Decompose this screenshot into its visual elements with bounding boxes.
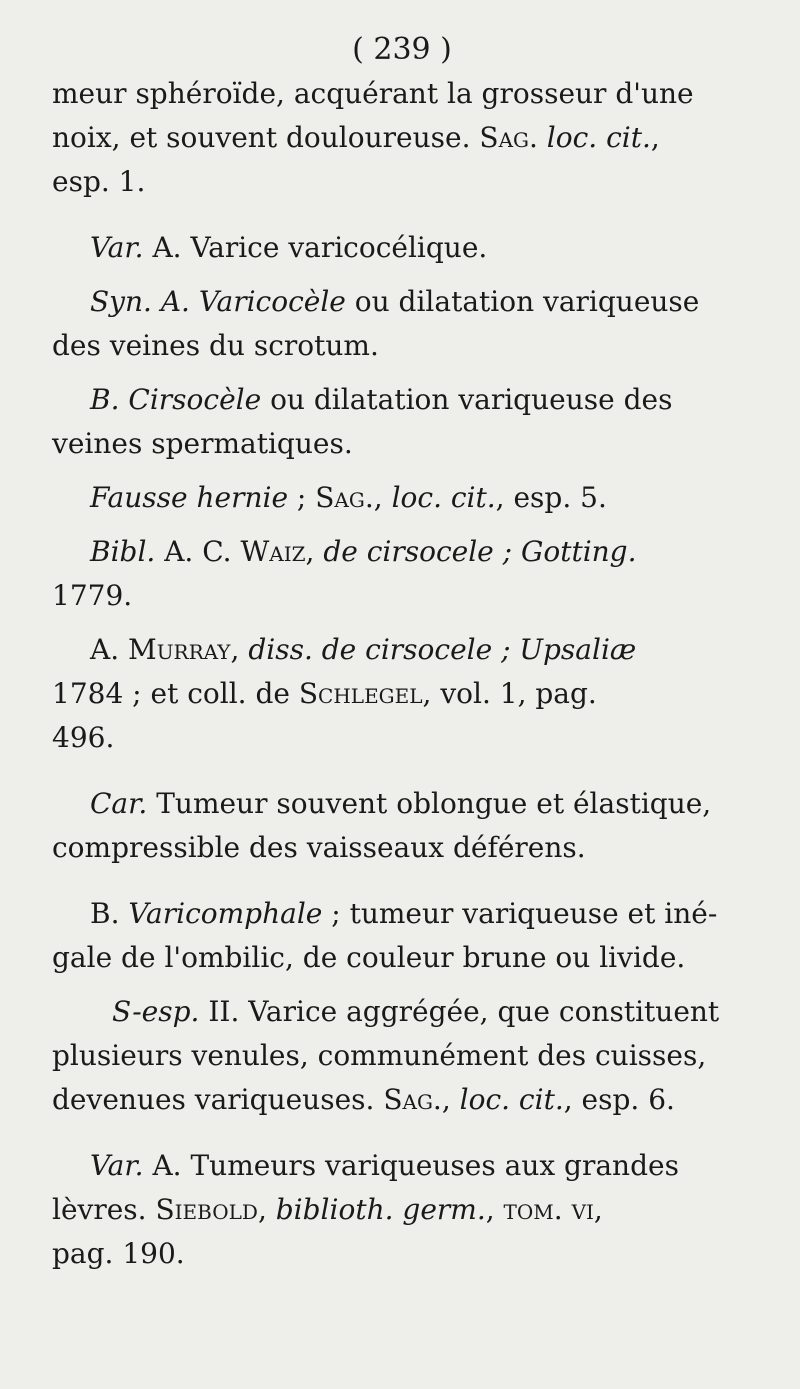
paragraph-b-cont	[52, 422, 752, 466]
text-fragment: ,	[305, 535, 324, 568]
paragraph-b	[52, 378, 752, 422]
text-line: pag. 190.	[52, 1237, 185, 1270]
text-line: meur sphéroïde, acquérant la grosseur d'une	[52, 77, 694, 110]
work-title: biblioth. germ.	[275, 1193, 486, 1226]
author-name: Schlegel	[298, 677, 423, 710]
text-line: esp. 1.	[52, 165, 146, 198]
text-fragment: A. Varice varicocélique.	[143, 231, 488, 264]
section-label: Var.	[90, 231, 144, 264]
page-number: ( 239 )	[352, 32, 452, 67]
section-label: Var.	[90, 1149, 144, 1182]
text-fragment: A. Tumeurs variqueuses aux grandes	[143, 1149, 679, 1182]
paragraph-varicomphale	[52, 892, 752, 936]
author-abbrev: Sag.	[479, 121, 538, 154]
section-label: Car.	[90, 787, 148, 820]
text-line: veines spermatiques.	[52, 427, 353, 460]
paragraph-car-cont	[52, 826, 752, 870]
text-fragment: , vol. 1, pag.	[422, 677, 597, 710]
text-fragment: ou dilatation variqueuse	[345, 285, 700, 318]
section-label: B.	[90, 383, 129, 416]
text-fragment: ,	[373, 481, 392, 514]
text-fragment: ,	[257, 1193, 276, 1226]
text-fragment: ,	[650, 121, 660, 154]
author-abbrev: Sag.	[383, 1083, 442, 1116]
text-fragment: lèvres.	[52, 1193, 156, 1226]
paragraph-var2-cont	[52, 1188, 752, 1276]
text-fragment: , esp. 6.	[563, 1083, 675, 1116]
text-fragment: ou dilatation variqueuse des	[261, 383, 673, 416]
paragraph-bibl	[52, 530, 752, 574]
author-name: Waiz	[240, 535, 306, 568]
text-fragment: Tumeur souvent oblongue et élastique,	[147, 787, 712, 820]
text-fragment: ,	[230, 633, 249, 666]
paragraph-var2	[52, 1144, 752, 1188]
citation-ref: loc. cit.	[537, 121, 651, 154]
author-name: Siebold	[155, 1193, 258, 1226]
paragraph-varicomphale-cont	[52, 936, 752, 980]
section-label: Bibl.	[90, 535, 156, 568]
term: Cirsocèle	[128, 383, 262, 416]
text-fragment: ,	[441, 1083, 460, 1116]
text-fragment: , tom. vi,	[485, 1193, 603, 1226]
text-fragment: A.	[151, 285, 199, 318]
section-label: Syn.	[90, 285, 152, 318]
text-fragment: ; tumeur variqueuse et iné-	[322, 897, 718, 930]
text-line: plusieurs venules, communément des cuisses,	[52, 1039, 707, 1072]
paragraph-intro	[52, 72, 752, 204]
paragraph-car	[52, 782, 752, 826]
text-line: noix, et souvent douloureuse.	[52, 121, 480, 154]
paragraph-syn-cont	[52, 324, 752, 368]
text-line: des veines du scrotum.	[52, 329, 379, 362]
paragraph-sesp	[52, 990, 752, 1034]
paragraph-syn	[52, 280, 752, 324]
text-line: gale de l'ombilic, de couleur brune ou livide.	[52, 941, 686, 974]
text-fragment: 1784 ; et coll. de	[52, 677, 299, 710]
text-line: compressible des vaisseaux déférens.	[52, 831, 586, 864]
text-line: 1779.	[52, 579, 133, 612]
term: Varicocèle	[198, 285, 346, 318]
term: Fausse hernie	[90, 481, 289, 514]
text-fragment: A. C.	[155, 535, 241, 568]
paragraph-var-a	[52, 226, 752, 270]
paragraph-sesp-cont	[52, 1034, 752, 1122]
paragraph-fausse	[52, 476, 752, 520]
paragraph-murray-cont	[52, 672, 752, 760]
paragraph-murray	[52, 628, 752, 672]
work-title: diss. de cirsocele ; Upsaliæ	[248, 633, 637, 666]
citation-ref: loc. cit.	[391, 481, 496, 514]
section-label: S-esp.	[112, 995, 200, 1028]
term: Varicomphale	[128, 897, 323, 930]
citation-ref: loc. cit.	[459, 1083, 564, 1116]
text-fragment: ;	[288, 481, 316, 514]
text-line: 496.	[52, 721, 115, 754]
text-fragment: II. Varice aggrégée, que constituent	[199, 995, 720, 1028]
text-fragment: devenues variqueuses.	[52, 1083, 384, 1116]
work-title: de cirsocele ; Gotting.	[323, 535, 637, 568]
text-fragment: A.	[90, 633, 129, 666]
text-fragment: , esp. 5.	[495, 481, 607, 514]
paragraph-bibl-cont	[52, 574, 752, 618]
page-body	[52, 72, 752, 1276]
author-name: Murray	[128, 633, 231, 666]
text-fragment: B.	[90, 897, 129, 930]
author-abbrev: Sag.	[315, 481, 374, 514]
